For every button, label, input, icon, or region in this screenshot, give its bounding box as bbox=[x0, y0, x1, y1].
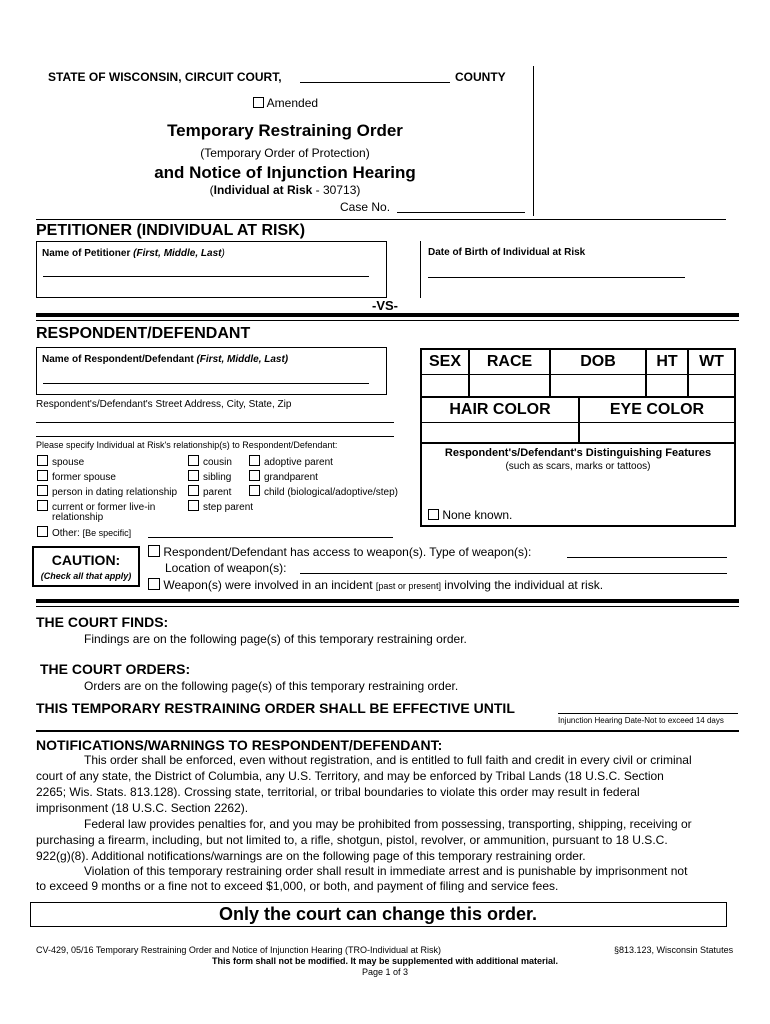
notifications-heading: NOTIFICATIONS/WARNINGS TO RESPONDENT/DEFENDANT: bbox=[36, 737, 443, 753]
rel-parent[interactable] bbox=[188, 485, 231, 498]
weapon-access-option[interactable] bbox=[148, 545, 531, 559]
features-hint: (such as scars, marks or tattoos) bbox=[505, 461, 651, 472]
weapon-location-field[interactable] bbox=[300, 573, 727, 574]
vs-rule bbox=[36, 313, 739, 317]
rel-cousin[interactable] bbox=[188, 455, 232, 468]
form-title-2: and Notice of Injunction Hearing bbox=[154, 163, 416, 182]
notification-line: imprisonment (18 U.S.C. Section 2262). bbox=[36, 801, 249, 815]
form-subtitle: (Temporary Order of Protection) bbox=[200, 146, 370, 160]
rel-adoptive-parent-checkbox[interactable] bbox=[249, 455, 260, 466]
amended-label: Amended bbox=[266, 96, 319, 110]
rel-former-spouse[interactable] bbox=[37, 470, 116, 483]
dob-header: DOB bbox=[551, 350, 647, 374]
caution-rule-thin bbox=[36, 606, 739, 607]
weapon-incident-option[interactable] bbox=[148, 578, 603, 592]
respondent-heading: RESPONDENT/DEFENDANT bbox=[36, 325, 251, 342]
hair-eye-input[interactable] bbox=[578, 422, 580, 442]
amended-option[interactable] bbox=[253, 96, 318, 110]
race-input[interactable] bbox=[549, 374, 551, 396]
case-no-field[interactable] bbox=[397, 212, 525, 213]
court-finds-text: Findings are on the following page(s) of this temporary restraining order. bbox=[84, 632, 467, 646]
footer-notice: This form shall not be modified. It may be supplemented with additional material. bbox=[211, 956, 559, 966]
only-court-box bbox=[30, 902, 727, 927]
rel-sibling-checkbox[interactable] bbox=[188, 470, 199, 481]
header-rule bbox=[36, 219, 726, 220]
respondent-name-box bbox=[36, 347, 387, 395]
rel-sibling[interactable] bbox=[188, 470, 231, 483]
rel-live-in-label: current or former live-in bbox=[52, 502, 156, 513]
features-title: Respondent's/Defendant's Distinguishing Features bbox=[444, 447, 712, 459]
sex-header: SEX bbox=[422, 350, 470, 374]
amended-checkbox[interactable] bbox=[253, 97, 264, 108]
vs-label: -VS- bbox=[372, 298, 398, 313]
address-label: Respondent's/Defendant's Street Address, City, State, Zip bbox=[36, 399, 292, 410]
form-title: Temporary Restraining Order bbox=[167, 121, 403, 140]
rel-other[interactable] bbox=[37, 526, 131, 539]
rel-live-in-label-2: relationship bbox=[52, 512, 104, 523]
rel-dating-checkbox[interactable] bbox=[37, 485, 48, 496]
rel-spouse-checkbox[interactable] bbox=[37, 455, 48, 466]
rel-adoptive-parent-label: adoptive parent bbox=[264, 457, 333, 468]
caution-box bbox=[32, 546, 140, 587]
sex-input[interactable] bbox=[468, 374, 470, 396]
petitioner-name-box bbox=[36, 241, 387, 298]
respondent-name-label: Name of Respondent/Defendant (First, Middle, Last) bbox=[42, 354, 289, 365]
court-orders-text: Orders are on the following page(s) of this temporary restraining order. bbox=[84, 679, 459, 693]
rel-grandparent[interactable] bbox=[249, 470, 318, 483]
rel-other-field[interactable] bbox=[148, 537, 393, 538]
address-field-2[interactable] bbox=[36, 436, 394, 437]
rel-step-parent-label: step parent bbox=[203, 502, 254, 513]
weapon-incident-label: Weapon(s) were involved in an incident bbox=[163, 578, 376, 592]
notification-line: This order shall be enforced, even without registration, and is entitled to full faith and credit in every civil or criminal bbox=[84, 753, 692, 767]
caution-title: CAUTION: bbox=[51, 552, 121, 568]
relationship-prompt: Please specify Individual at Risk's relationship(s) to Respondent/Defendant: bbox=[36, 440, 338, 450]
weapon-access-label: Respondent/Defendant has access to weapon(s). Type of weapon(s): bbox=[163, 545, 532, 559]
race-header: RACE bbox=[470, 350, 551, 374]
notification-line: Violation of this temporary restraining order shall result in immediate arrest and is punishable by imprisonment not bbox=[84, 864, 688, 878]
notification-line: purchasing a firearm, including, but not limited to, a rifle, shotgun, pistol, revolver, or ammunition, pursuant to 18 U.S.C. bbox=[36, 833, 668, 847]
none-known-checkbox[interactable] bbox=[428, 509, 439, 520]
weapon-incident-note: [past or present] bbox=[375, 581, 441, 591]
rel-parent-checkbox[interactable] bbox=[188, 485, 199, 496]
rel-child[interactable] bbox=[249, 485, 398, 498]
petitioner-dob-field[interactable] bbox=[428, 277, 685, 278]
rel-dating-label: person in dating relationship bbox=[52, 487, 178, 498]
respondent-name-field[interactable] bbox=[43, 383, 369, 384]
page-number: Page 1 of 3 bbox=[361, 967, 409, 977]
county-label: COUNTY bbox=[455, 70, 506, 84]
petitioner-dob-label: Date of Birth of Individual at Risk bbox=[428, 247, 586, 258]
court-finds-heading: THE COURT FINDS: bbox=[36, 614, 169, 630]
only-court-text: Only the court can change this order. bbox=[218, 904, 538, 924]
rel-former-spouse-checkbox[interactable] bbox=[37, 470, 48, 481]
petitioner-heading: PETITIONER (INDIVIDUAL AT RISK) bbox=[36, 222, 306, 239]
rel-dating[interactable] bbox=[37, 485, 177, 498]
court-label: STATE OF WISCONSIN, CIRCUIT COURT, bbox=[48, 70, 282, 84]
caution-rule bbox=[36, 599, 739, 603]
address-field-1[interactable] bbox=[36, 422, 394, 423]
notification-line: Federal law provides penalties for, and you may be prohibited from possessing, transporting, shipping, receiving or bbox=[84, 817, 692, 831]
none-known-option[interactable] bbox=[428, 508, 512, 522]
effective-rule bbox=[36, 730, 739, 732]
dob-input[interactable] bbox=[645, 374, 647, 396]
weapon-type-field[interactable] bbox=[567, 557, 727, 558]
effective-date-field[interactable] bbox=[558, 713, 738, 714]
rel-sibling-label: sibling bbox=[203, 472, 232, 483]
rel-cousin-label: cousin bbox=[203, 457, 232, 468]
hair-color-header: HAIR COLOR bbox=[422, 398, 580, 422]
rel-spouse-label: spouse bbox=[52, 457, 85, 468]
rel-spouse[interactable] bbox=[37, 455, 84, 468]
rel-cousin-checkbox[interactable] bbox=[188, 455, 199, 466]
descriptor-rule-4 bbox=[422, 442, 734, 444]
rel-other-hint: [Be specific] bbox=[82, 528, 132, 538]
rel-adoptive-parent[interactable] bbox=[249, 455, 333, 468]
petitioner-name-label: Name of Petitioner (First, Middle, Last) bbox=[42, 248, 225, 259]
rel-grandparent-label: grandparent bbox=[264, 472, 318, 483]
weapon-access-checkbox[interactable] bbox=[148, 545, 160, 557]
descriptors-table bbox=[420, 348, 736, 527]
weapon-location-label: Location of weapon(s): bbox=[165, 561, 287, 575]
caution-hint: (Check all that apply) bbox=[40, 571, 132, 581]
rel-former-spouse-label: former spouse bbox=[52, 472, 116, 483]
form-type: (Individual at Risk - 30713) bbox=[209, 183, 361, 197]
case-no-label: Case No. bbox=[340, 200, 391, 214]
form-id: CV-429, 05/16 Temporary Restraining Order and Notice of Injunction Hearing (TRO-Individual at Risk) bbox=[36, 945, 442, 955]
notification-line: to exceed 9 months or a fine not to exceed $1,000, or both, and payment of filing and service fees. bbox=[36, 879, 559, 893]
none-known-label: None known. bbox=[442, 508, 513, 522]
rel-step-parent-checkbox[interactable] bbox=[188, 500, 199, 511]
vs-rule-thin bbox=[36, 320, 739, 321]
rel-grandparent-checkbox[interactable] bbox=[249, 470, 260, 481]
ht-input[interactable] bbox=[687, 374, 689, 396]
eye-color-header: EYE COLOR bbox=[609, 401, 705, 418]
weapon-incident-checkbox[interactable] bbox=[148, 578, 160, 590]
dob-divider bbox=[420, 241, 421, 298]
statute: §813.123, Wisconsin Statutes bbox=[614, 945, 734, 955]
rel-child-checkbox[interactable] bbox=[249, 485, 260, 496]
rel-live-in-checkbox[interactable] bbox=[37, 500, 48, 511]
rel-other-checkbox[interactable] bbox=[37, 526, 48, 537]
notification-line: 2265; Wis. Stats. 813.128). Crossing state, territorial, or tribal boundaries to violate this order may result in federal bbox=[36, 785, 640, 799]
notification-line: court of any state, the District of Columbia, any U.S. Territory, and may be enforced by Tribal Lands (18 U.S.C. Section bbox=[36, 769, 664, 783]
petitioner-name-field[interactable] bbox=[43, 276, 369, 277]
effective-note: Injunction Hearing Date-Not to exceed 14 days bbox=[558, 716, 724, 725]
county-field[interactable] bbox=[300, 82, 450, 83]
rel-step-parent[interactable] bbox=[188, 500, 253, 513]
rel-parent-label: parent bbox=[203, 487, 232, 498]
weapon-incident-label-end: involving the individual at risk. bbox=[440, 578, 604, 592]
wt-header: WT bbox=[699, 353, 724, 370]
rel-child-label: child (biological/adoptive/step) bbox=[264, 487, 398, 498]
notification-line: 922(g)(8). Additional notifications/warnings are on the following page of this temporary restraining order. bbox=[36, 849, 586, 863]
ht-header: HT bbox=[647, 350, 689, 374]
rel-other-label: Other: bbox=[52, 528, 80, 539]
effective-heading: THIS TEMPORARY RESTRAINING ORDER SHALL BE EFFECTIVE UNTIL bbox=[36, 700, 515, 716]
court-orders-heading: THE COURT ORDERS: bbox=[40, 661, 191, 677]
